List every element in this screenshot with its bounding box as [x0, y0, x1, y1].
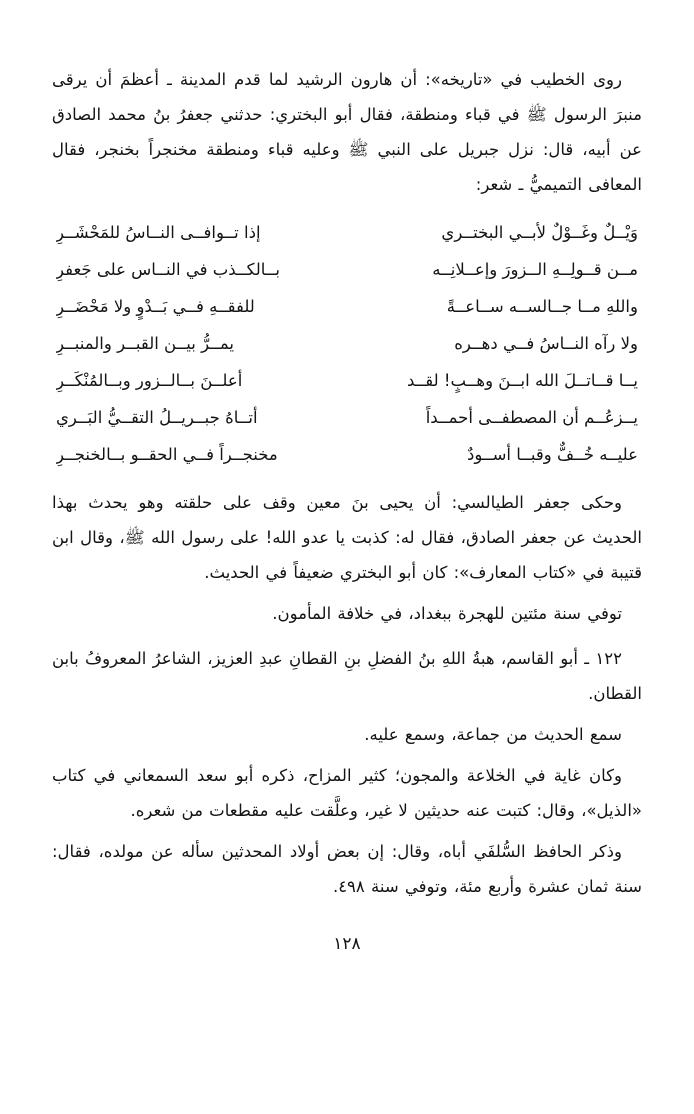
poem-verse	[56, 362, 638, 399]
paragraph-silafi: وذكر الحافظ السُّلفَي أباه، وقال: إن بعض أولاد المحدثين سأله عن مولده، فقال: سنة ثمان عشرة وأربع مئة، وتوفي سنة ٤٩٨.	[52, 842, 642, 896]
hemistich-left: مخنجــراً فــي الحقــو بــالخنجــرِ	[56, 445, 278, 464]
hemistich-right: واللهِ مــا جــالســه ســاعــةً	[446, 297, 638, 316]
poem-verse	[56, 288, 638, 325]
hemistich-left: أعلــنَ بــالــزور وبــالمُنْكَــرِ	[56, 371, 243, 390]
entry-122-heading: ١٢٢ ـ أبو القاسم، هبةُ اللهِ بنُ الفضلِ بنِ القطانِ عبدِ العزيز، الشاعرُ المعروفُ بابن القطان.	[52, 649, 642, 703]
paragraph-death-date: توفي سنة مئتين للهجرة ببغداد، في خلافة المأمون.	[272, 604, 622, 623]
poem	[56, 214, 638, 473]
hemistich-right: يــا قــاتــلَ الله ابــنَ وهــبٍ! لقــد	[406, 371, 638, 390]
paragraph-character: وكان غاية في الخلاعة والمجون؛ كثير المزاح، ذكره أبو سعد السمعاني في كتاب «الذيل»، وقال: كتبت عنه حديثين لا غير، وعلَّقت عليه مقطعات من شعره.	[52, 766, 642, 820]
poem-verse	[56, 251, 638, 288]
hemistich-left: أتــاهُ جبــريــلُ التقــيُّ البَــري	[56, 408, 258, 427]
paragraph-heard-hadith: سمع الحديث من جماعة، وسمع عليه.	[364, 725, 622, 744]
hemistich-right: عليــه خُــفٌّ وقبــا أســودٌ	[467, 445, 638, 464]
hemistich-right: يــزعُــم أن المصطفــى أحمــداً	[425, 408, 638, 427]
paragraph-yahya-ibn-main: وحكى جعفر الطيالسي: أن يحيى بنَ معين وقف على حلقته وهو يحدث بهذا الحديث عن جعفر الصادق، فقال له: كذبت يا عدو الله! على رسول الله ﷺ، وقال ابن قتيبة في «كتاب المعارف»: كان أبو البختري ضعيفاً في الحديث.	[52, 493, 642, 582]
poem-verse	[56, 214, 638, 251]
hemistich-right: وَيْــلٌ وغَــوْلٌ لأبــي البختــري	[441, 223, 638, 242]
hemistich-right: ولا رآه النــاسُ فــي دهــره	[454, 334, 638, 353]
hemistich-left: بــالكــذب في النــاس على جَعفرِ	[56, 260, 281, 279]
poem-verse	[56, 399, 638, 436]
hemistich-left: للفقــهِ فــي بَــدْوٍ ولا مَحْضَــرِ	[56, 297, 255, 316]
paragraph-khatib-narration: روى الخطيب في «تاريخه»: أن هارون الرشيد لما قدم المدينة ـ أعظمَ أن يرقى منبرَ الرسول ﷺ في قباء ومنطقة، فقال أبو البختري: حدثني جعفرُ بنُ محمد الصادق عن أبيه، قال: نزل جبريل على النبي ﷺ وعليه قباء ومنطقة مخنجراً بخنجر، فقال المعافى التميميُّ ـ شعر:	[52, 70, 642, 194]
hemistich-right: مــن قــولِــهِ الــزورَ وإعــلانِــه	[432, 260, 638, 279]
hemistich-left: إذا تــوافــى النــاسُ للمَحْشَــرِ	[56, 223, 261, 242]
page-number: ١٢٨	[333, 934, 361, 954]
poem-verse	[56, 325, 638, 362]
hemistich-left: يمــرُّ بيــن القبــر والمنبــرِ	[56, 334, 234, 353]
poem-verse	[56, 436, 638, 473]
